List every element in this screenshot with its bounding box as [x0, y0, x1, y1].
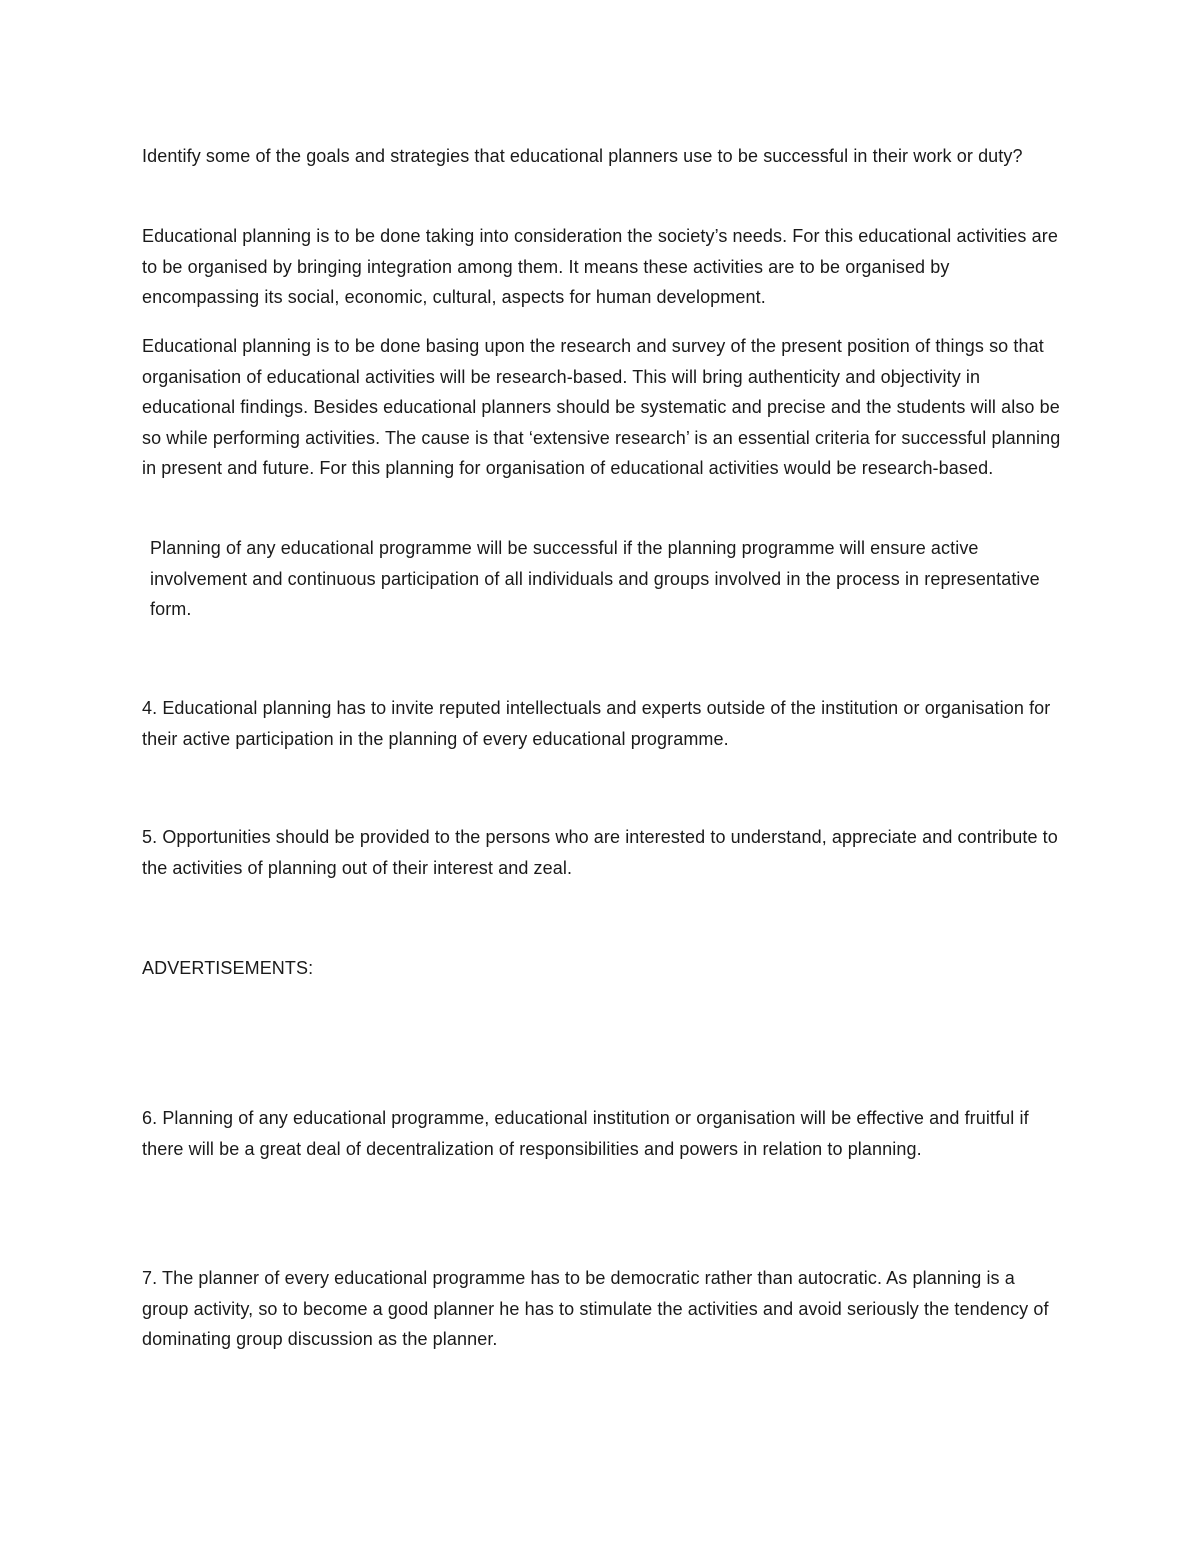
advertisements-label: ADVERTISEMENTS:: [142, 958, 314, 978]
research-paragraph: Educational planning is to be done basing upon the research and survey of the present position of things so that organisation of educational activities will be research-based. This will bring authenticity and objectivity in educational findings. Besides educational planners should be systematic and precise and the students will also be so while performing activities. The cause is that ‘extensive research’ is an essential criteria for successful planning in present and future. For this planning for organisation of educational activities would be research-based.: [142, 336, 1061, 478]
intro-paragraph: Educational planning is to be done taking into consideration the society’s needs. For this educational activities are to be organised by bringing integration among them. It means these activities are to be organised by encompassing its social, economic, cultural, aspects for human development.: [142, 226, 1058, 307]
question-paragraph: Identify some of the goals and strategies that educational planners use to be successful in their work or duty?: [142, 146, 1023, 166]
list-item-6: 6. Planning of any educational programme, educational institution or organisation will be effective and fruitful if there will be a great deal of decentralization of responsibilities and powers in relation to planning.: [142, 1108, 1029, 1159]
list-item-5: 5. Opportunities should be provided to the persons who are interested to understand, appreciate and contribute to the activities of planning out of their interest and zeal.: [142, 827, 1058, 878]
participation-paragraph: Planning of any educational programme will be successful if the planning programme will ensure active involvement and continuous participation of all individuals and groups involved in the process in representative form.: [150, 538, 1040, 619]
list-item-7: 7. The planner of every educational programme has to be democratic rather than autocratic. As planning is a group activity, so to become a good planner he has to stimulate the activities and avoid seriously the tendency of dominating group discussion as the planner.: [142, 1268, 1049, 1349]
list-item-4: 4. Educational planning has to invite reputed intellectuals and experts outside of the institution or organisation for their active participation in the planning of every educational programme.: [142, 698, 1051, 749]
